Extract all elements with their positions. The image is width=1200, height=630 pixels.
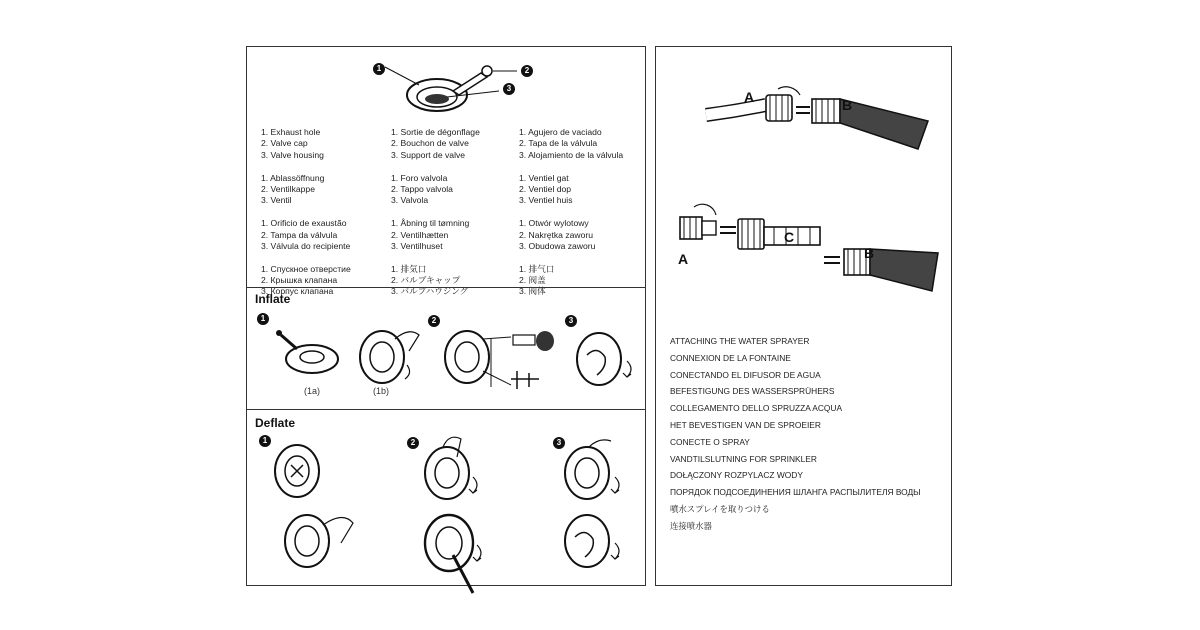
legend-entry: 3. Ventilhuset (391, 240, 443, 251)
legend-spacer (391, 207, 480, 218)
sprayer-title: DOŁĄCZONY ROZPYLACZ WODY (670, 470, 803, 481)
legend-entry: 2. Ventiel dop (519, 183, 572, 194)
legend-entry: 3. Support de valve (391, 149, 466, 160)
legend-column-3 (519, 127, 623, 298)
sprayer-title-list (670, 333, 921, 535)
legend-entry: 2. Ventilhætten (391, 229, 449, 240)
legend-entry: 1. Otwór wylotowy (519, 218, 589, 229)
legend-entry: 3. Alojamiento de la válvula (519, 149, 624, 160)
label-b-1: B (842, 97, 853, 113)
legend-entry: 3. Ventiel huis (519, 195, 573, 206)
legend-column-1 (261, 127, 351, 298)
legend-entry: 2. Tampa da válvula (261, 229, 338, 240)
legend-entry: 1. Ventiel gat (519, 172, 569, 183)
instruction-panel-left (246, 46, 646, 586)
legend-entry: 2. Крышка клапана (261, 275, 338, 286)
inflate-caption-1a: (1a) (304, 386, 321, 396)
hose-connection-diagram-1 (706, 81, 936, 165)
legend-entry: 1. Åbning til tømning (391, 218, 470, 229)
sprayer-title: ПОРЯДОК ПОДСОЕДИНЕНИЯ ШЛАНГА РАСПЫЛИТЕЛЯ ВОДЫ (670, 487, 921, 498)
legend-spacer (391, 252, 480, 263)
legend-entry: 1. Orificio de exaustão (261, 218, 347, 229)
legend-entry: 1. Foro valvola (391, 172, 448, 183)
legend-spacer (391, 161, 480, 172)
deflate-step-1: 1 (259, 435, 271, 447)
legend-entry: 1. Ablassöffnung (261, 172, 325, 183)
legend-entry: 3. Obudowa zaworu (519, 240, 596, 251)
deflate-illustration (267, 433, 637, 581)
legend-entry: 2. バルブキャップ (391, 275, 461, 286)
legend-spacer (519, 207, 623, 218)
instruction-panel-right (655, 46, 952, 586)
inflate-caption-1b: (1b) (373, 386, 390, 396)
legend-entry: 3. Корпус клапана (261, 286, 334, 297)
legend-entry: 2. Bouchon de valve (391, 138, 469, 149)
label-a-1: A (744, 89, 755, 105)
legend-entry: 2. 阀盖 (519, 275, 546, 286)
sprayer-title: VANDTILSLUTNING FOR SPRINKLER (670, 453, 817, 464)
legend-entry: 1. Exhaust hole (261, 127, 321, 137)
legend-spacer (261, 207, 351, 218)
sprayer-title: BEFESTIGUNG DES WASSERSPRÜHERS (670, 386, 835, 397)
label-a-2: A (678, 251, 689, 267)
legend-entry: 3. Ventil (261, 195, 292, 206)
legend-spacer (261, 161, 351, 172)
callout-2: 2 (521, 65, 533, 77)
callout-3: 3 (503, 83, 515, 95)
legend-entry: 1. 排气口 (519, 263, 555, 274)
legend-column-2 (391, 127, 480, 298)
hose-connection-diagram-2 (674, 197, 944, 317)
legend-entry: 3. Valvola (391, 195, 429, 206)
legend-entry: 3. バルブハウジング (391, 286, 469, 297)
legend-entry: 3. Válvula do recipiente (261, 240, 351, 251)
legend-entry: 1. Спускное отверстие (261, 263, 351, 274)
deflate-step-3: 3 (553, 437, 565, 449)
label-b-2: B (864, 245, 875, 261)
sprayer-title: ATTACHING THE WATER SPRAYER (670, 336, 810, 346)
deflate-step-2: 2 (407, 437, 419, 449)
deflate-title: Deflate (255, 416, 296, 430)
legend-entry: 2. Tappo valvola (391, 183, 453, 194)
legend-spacer (519, 252, 623, 263)
sprayer-title: CONNEXION DE LA FONTAINE (670, 352, 791, 363)
inflate-step-1: 1 (257, 313, 269, 325)
divider (247, 409, 645, 410)
valve-diagram (367, 55, 547, 119)
inflate-title: Inflate (255, 292, 291, 306)
inflate-step-3: 3 (565, 315, 577, 327)
legend-entry: 3. Valve housing (261, 149, 324, 160)
inflate-illustration (267, 309, 637, 399)
legend-entry: 2. Ventilkappe (261, 183, 315, 194)
inflate-step-2: 2 (428, 315, 440, 327)
sprayer-title: 连接喷水器 (670, 520, 712, 531)
legend-entry: 3. 阀体 (519, 286, 546, 297)
legend-spacer (519, 161, 623, 172)
legend-spacer (261, 252, 351, 263)
legend-entry: 1. Agujero de vaciado (519, 127, 602, 137)
sprayer-title: HET BEVESTIGEN VAN DE SPROEIER (670, 419, 821, 430)
sprayer-title: CONECTANDO EL DIFUSOR DE AGUA (670, 369, 821, 380)
legend-entry: 2. Tapa de la válvula (519, 138, 598, 149)
sprayer-title: COLLEGAMENTO DELLO SPRUZZA ACQUA (670, 403, 843, 414)
sprayer-title: CONECTE O SPRAY (670, 436, 750, 447)
legend-entry: 1. 排気口 (391, 263, 427, 274)
legend-entry: 2. Valve cap (261, 138, 308, 149)
label-c-2: C (784, 229, 795, 245)
legend-entry: 2. Nakrętka zaworu (519, 229, 594, 240)
divider (247, 287, 645, 288)
callout-1: 1 (373, 63, 385, 75)
legend-entry: 1. Sortie de dégonflage (391, 127, 480, 137)
sprayer-title: 噴水スプレイを取りつける (670, 503, 770, 514)
